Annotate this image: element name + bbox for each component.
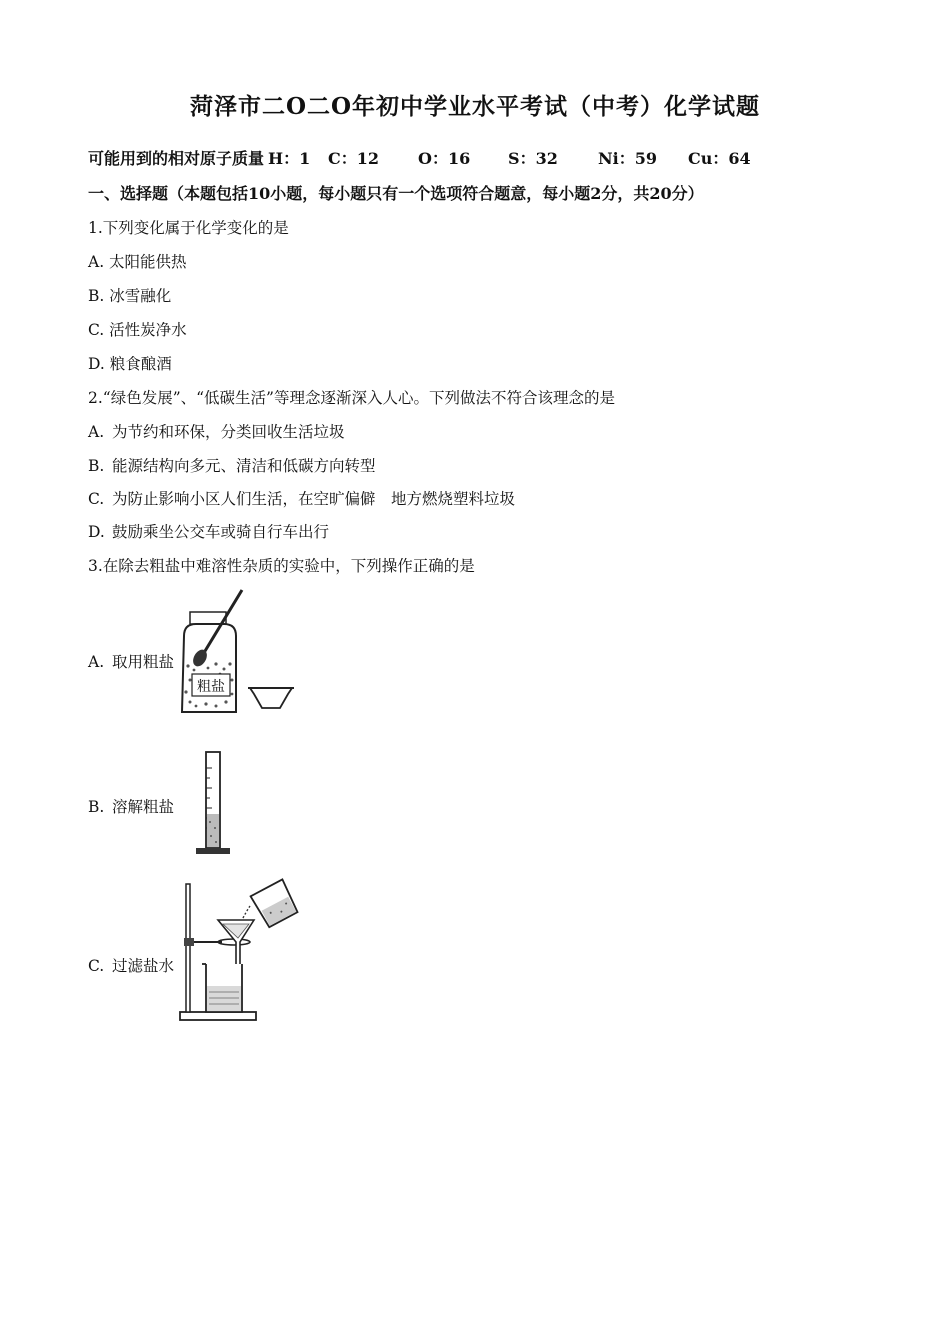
mass-h: H：1	[268, 149, 311, 168]
question-3-option-b	[88, 795, 174, 817]
option-text: 为防止影响小区人们生活，在空旷偏僻 地方燃烧塑料垃圾	[112, 490, 516, 508]
question-3-option-a	[88, 650, 174, 672]
option-letter: A.	[88, 423, 105, 441]
filtration-illustration	[176, 876, 302, 1024]
question-1-option-c: C. 活性炭净水	[88, 321, 187, 339]
question-2-option-b	[88, 454, 376, 476]
filtrate	[207, 986, 241, 1011]
option-letter: A.	[88, 653, 105, 671]
measuring-cylinder-illustration	[194, 748, 234, 858]
question-1-stem: 1.下列变化属于化学变化的是	[88, 219, 289, 237]
stand-base	[180, 1012, 256, 1020]
cylinder-liquid	[207, 814, 219, 847]
jar-stopper	[190, 612, 226, 624]
mass-ni: Ni：59	[598, 149, 657, 168]
question-2-option-a	[88, 420, 345, 442]
mass-o: O：16	[418, 149, 471, 168]
option-text: 能源结构向多元、清洁和低碳方向转型	[112, 457, 376, 475]
option-letter: B.	[88, 798, 105, 816]
question-2-option-c	[88, 487, 515, 509]
option-letter: D.	[88, 523, 105, 541]
stand-rod	[186, 884, 190, 1012]
liquid-stream	[242, 906, 250, 920]
section-heading: 一、选择题（本题包括10小题，每小题只有一个选项符合题意，每小题2分，共20分）	[88, 184, 704, 203]
jar-label: 粗盐	[197, 679, 225, 695]
atomic-masses	[88, 146, 751, 169]
question-1-option-a: A. 太阳能供热	[88, 253, 187, 271]
question-2-stem: 2.“绿色发展”、“低碳生活”等理念逐渐深入人心。下列做法不符合该理念的是	[88, 389, 615, 407]
option-text: 溶解粗盐	[112, 798, 175, 816]
question-1-option-b: B. 冰雪融化	[88, 287, 172, 305]
option-text: 鼓励乘坐公交车或骑自行车出行	[112, 523, 330, 541]
salt-jar-illustration	[176, 584, 300, 718]
cylinder-base	[196, 848, 230, 854]
mass-s: S：32	[508, 149, 558, 168]
option-text: 过滤盐水	[112, 957, 175, 975]
option-letter: B.	[88, 457, 105, 475]
evaporating-dish	[250, 688, 292, 708]
option-letter: C.	[88, 490, 105, 508]
atomic-masses-prefix: 可能用到的相对原子质量	[88, 149, 265, 168]
exam-title: 菏泽市二O二O年初中学业水平考试（中考）化学试题	[189, 93, 761, 120]
mass-c: C：12	[328, 149, 380, 168]
pouring-beaker	[251, 879, 300, 928]
question-3-option-c	[88, 954, 174, 976]
mass-cu: Cu：64	[688, 149, 751, 168]
question-2-option-d	[88, 520, 329, 542]
option-text: 取用粗盐	[112, 653, 175, 671]
option-letter: C.	[88, 957, 105, 975]
option-text: 为节约和环保，分类回收生活垃圾	[112, 423, 345, 441]
stand-clamp	[184, 938, 194, 946]
question-3-stem: 3.在除去粗盐中难溶性杂质的实验中，下列操作正确的是	[88, 557, 475, 575]
question-1-option-d: D. 粮食酿酒	[88, 355, 172, 373]
